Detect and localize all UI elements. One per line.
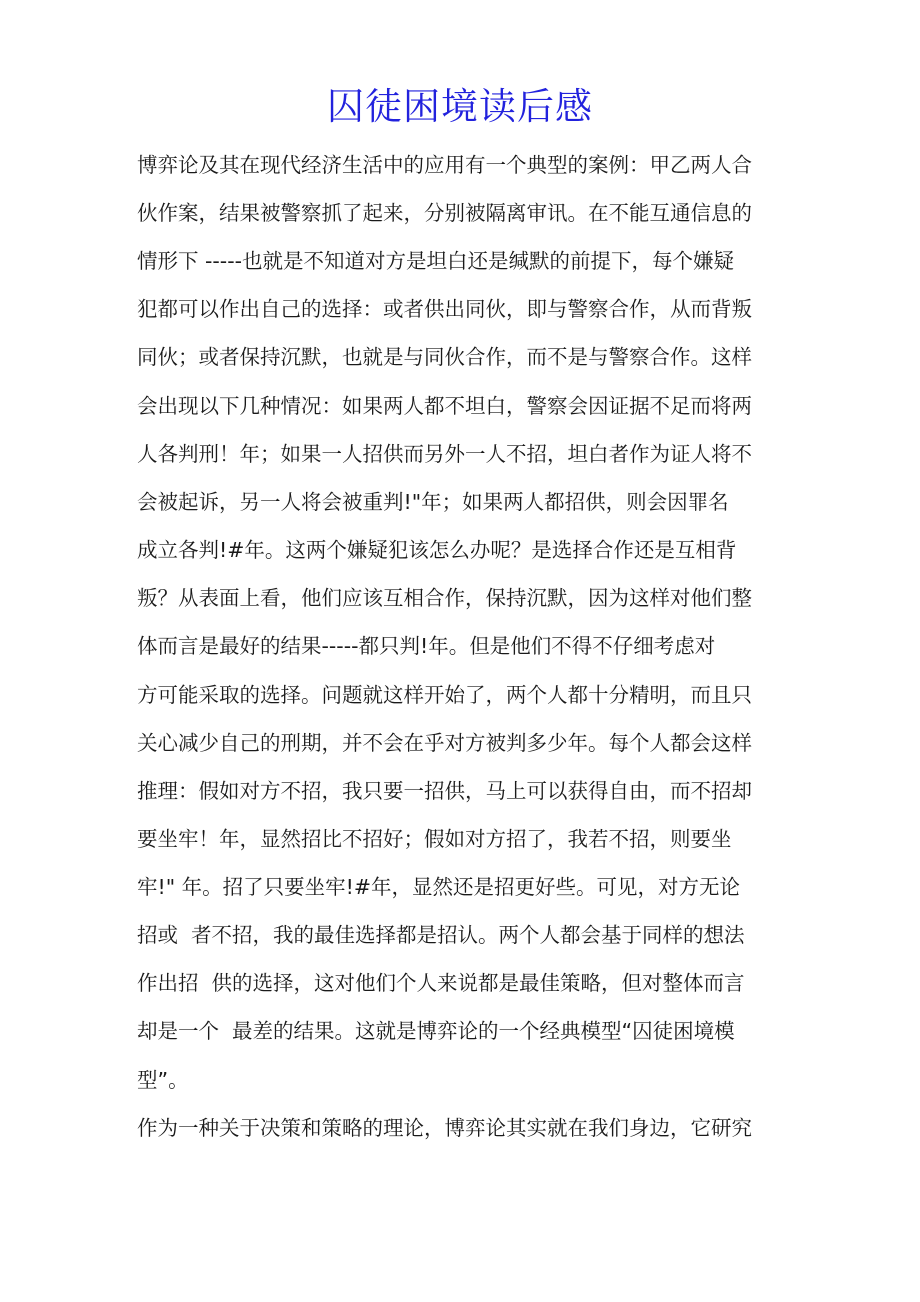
paragraph-line: 叛？从表面上看，他们应该互相合作，保持沉默，因为这样对他们整 (137, 586, 752, 610)
paragraph-line: 博弈论及其在现代经济生活中的应用有一个典型的案例：甲乙两人合 (137, 153, 752, 177)
paragraph-line: 要坐牢！年，显然招比不招好；假如对方招了，我若不招，则要坐 (137, 827, 732, 851)
paragraph-line: 却是一个 最差的结果。这就是博弈论的一个经典模型“囚徒困境模 (137, 1019, 735, 1043)
paragraph-line: 作为一种关于决策和策略的理论，博弈论其实就在我们身边，它研究 (137, 1116, 752, 1140)
paragraph-line: 推理：假如对方不招，我只要一招供，马上可以获得自由，而不招却 (137, 779, 752, 803)
paragraph-line: 体而言是最好的结果-----都只判!年。但是他们不得不仔细考虑对 (137, 634, 716, 658)
paragraph-line: 牢!" 年。招了只要坐牢!#年，显然还是招更好些。可见，对方无论 (137, 875, 741, 899)
paragraph-line: 关心减少自己的刑期，并不会在乎对方被判多少年。每个人都会这样 (137, 731, 752, 755)
paragraph-line: 情形下 -----也就是不知道对方是坦白还是缄默的前提下，每个嫌疑 (137, 249, 735, 273)
paragraph-line: 会出现以下几种情况：如果两人都不坦白，警察会因证据不足而将两 (137, 394, 752, 418)
paragraph-line: 伙作案，结果被警察抓了起来，分别被隔离审讯。在不能互通信息的 (137, 201, 752, 225)
document-title: 囚徒困境读后感 (327, 85, 593, 128)
paragraph-line: 方可能采取的选择。问题就这样开始了，两个人都十分精明，而且只 (137, 683, 752, 707)
paragraph-line: 人各判刑！年；如果一人招供而另外一人不招，坦白者作为证人将不 (137, 442, 752, 466)
paragraph-line: 犯都可以作出自己的选择：或者供出同伙，即与警察合作，从而背叛 (137, 297, 752, 321)
paragraph-line: 同伙；或者保持沉默，也就是与同伙合作，而不是与警察合作。这样 (137, 345, 752, 369)
paragraph-line: 成立各判!#年。这两个嫌疑犯该怎么办呢？是选择合作还是互相背 (137, 538, 737, 562)
paragraph-line: 型”。 (137, 1068, 189, 1092)
paragraph-line: 招或 者不招，我的最佳选择都是招认。两个人都会基于同样的想法 (137, 923, 745, 947)
paragraph-line: 作出招 供的选择，这对他们个人来说都是最佳策略，但对整体而言 (137, 971, 745, 995)
paragraph-line: 会被起诉，另一人将会被重判!"年；如果两人都招供，则会因罪名 (137, 490, 729, 514)
